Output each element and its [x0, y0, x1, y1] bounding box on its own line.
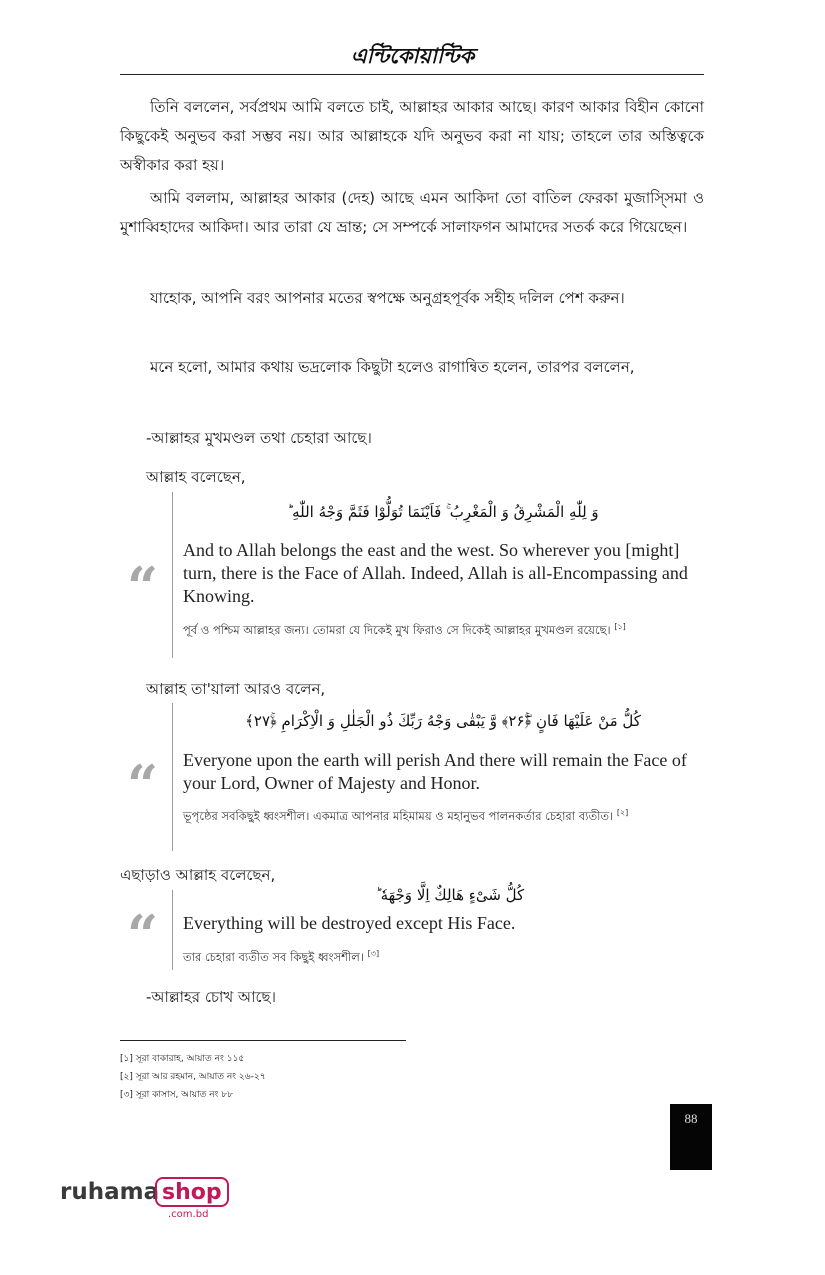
- page-number-box: [670, 1104, 712, 1170]
- logo-text-ruhama: ruhama: [60, 1179, 160, 1205]
- quote-mark-icon: “: [127, 555, 159, 619]
- face-claim: -আল্লাহর মুখমণ্ডল তথা চেহারা আছে।: [146, 429, 372, 447]
- allah-says-3: এছাড়াও আল্লাহ বলেছেন,: [120, 866, 276, 884]
- logo-text-com: .com.bd: [168, 1209, 209, 1220]
- quote-bar-2: [172, 703, 173, 851]
- running-header-title: এন্টিকোয়ান্টিক: [350, 43, 475, 68]
- paragraph-1: তিনি বললেন, সর্বপ্রথম আমি বলতে চাই, আল্লাহর আকার আছে। কারণ আকার বিহীন কোনো কিছুকেই অনুভব করা সম্ভব নয়। আর আল্লাহকে যদি অনুভব করা না যায়; তাহলে তার অস্তিত্বকে অস্বীকার করা হয়।: [120, 98, 704, 174]
- quote-bar-3: [172, 890, 173, 970]
- ruhamashop-logo: [60, 1177, 230, 1225]
- eyes-claim: -আল্লাহর চোখ আছে।: [146, 988, 276, 1006]
- allah-says-1: আল্লাহ বলেছেন,: [146, 468, 246, 486]
- quote-mark-icon: “: [127, 903, 159, 967]
- paragraph-3: যাহোক, আপনি বরং আপনার মতের স্বপক্ষে অনুগ্রহপূর্বক সহীহ দলিল পেশ করুন।: [150, 289, 625, 307]
- english-translation-2: Everyone upon the earth will perish And there will remain the Face of your Lord, Owner of Majesty and Honor.: [183, 750, 687, 793]
- arabic-verse-2: كُلُّ مَنْ عَلَیْهَا فَانٍ ﴿ۚۖ۲۶﴾ وَّ یَبْقٰی وَجْهُ رَبِّكَ ذُو الْجَلٰلِ وَ الْاِكْرَامِ ﴿ۚ۲۷﴾: [245, 712, 641, 730]
- bangla-translation-1: পূর্ব ও পশ্চিম আল্লাহর জন্য। তোমরা যে দিকেই মুখ ফিরাও সে দিকেই আল্লাহর মুখমণ্ডল রয়েছে। [১]: [183, 622, 626, 637]
- quote-mark-icon: “: [127, 753, 159, 817]
- footnote-ref-1: [১]: [614, 622, 626, 631]
- footnote-ref-2: [২]: [616, 808, 629, 817]
- arabic-verse-3: كُلُّ شَیْءٍ هَالِكٌ اِلَّا وَجْهَهٗ ؕ: [375, 886, 525, 904]
- footnote-3: [৩] সূরা কাসাস, আয়াত নং ৮৮: [120, 1090, 234, 1100]
- page-number: 88: [684, 1111, 698, 1126]
- logo-text-shop: shop: [155, 1177, 229, 1207]
- bangla-translation-2: ভূপৃষ্ঠের সবকিছুই ধ্বংসশীল। একমাত্র আপনার মহিমাময় ও মহানুভব পালনকর্তার চেহারা ব্যতীত। [২]: [183, 808, 629, 823]
- paragraph-2: আমি বললাম, আল্লাহর আকার (দেহ) আছে এমন আকিদা তো বাতিল ফেরকা মুজাস্সিমা ও মুশাব্বিহাদের আকিদা। আর তারা যে ভ্রান্ত; সে সম্পর্কে সালাফগন আমাদের সতর্ক করে গিয়েছেন।: [120, 189, 704, 236]
- arabic-verse-1: وَ لِلّٰهِ الْمَشْرِقُ وَ الْمَغْرِبُ ۚ فَاَیْنَمَا تُوَلُّوْا فَثَمَّ وَجْهُ اللّٰهِ ؕ: [287, 503, 599, 521]
- header-rule: [120, 74, 704, 75]
- quote-bar-1: [172, 492, 173, 658]
- english-translation-1: And to Allah belongs the east and the west. So wherever you [might] turn, there is the Face of Allah. Indeed, Allah is all-Encompassing and Knowing.: [183, 540, 688, 606]
- english-translation-3: Everything will be destroyed except His Face.: [183, 913, 516, 933]
- footnote-2: [২] সূরা আর রহমান, আয়াত নং ২৬-২৭: [120, 1072, 266, 1082]
- paragraph-4: মনে হলো, আমার কথায় ভদ্রলোক কিছুটা হলেও রাগান্বিত হলেন, তারপর বললেন,: [150, 358, 635, 376]
- footnote-ref-3: [৩]: [367, 949, 380, 958]
- allah-says-2: আল্লাহ তা'য়ালা আরও বলেন,: [146, 680, 326, 698]
- footnote-1: [১] সূরা বাকারাহ, আয়াত নং ১১৫: [120, 1054, 245, 1064]
- bangla-translation-3: তার চেহারা ব্যতীত সব কিছুই ধ্বংসশীল। [৩]: [183, 949, 380, 964]
- footnote-rule: [120, 1040, 406, 1041]
